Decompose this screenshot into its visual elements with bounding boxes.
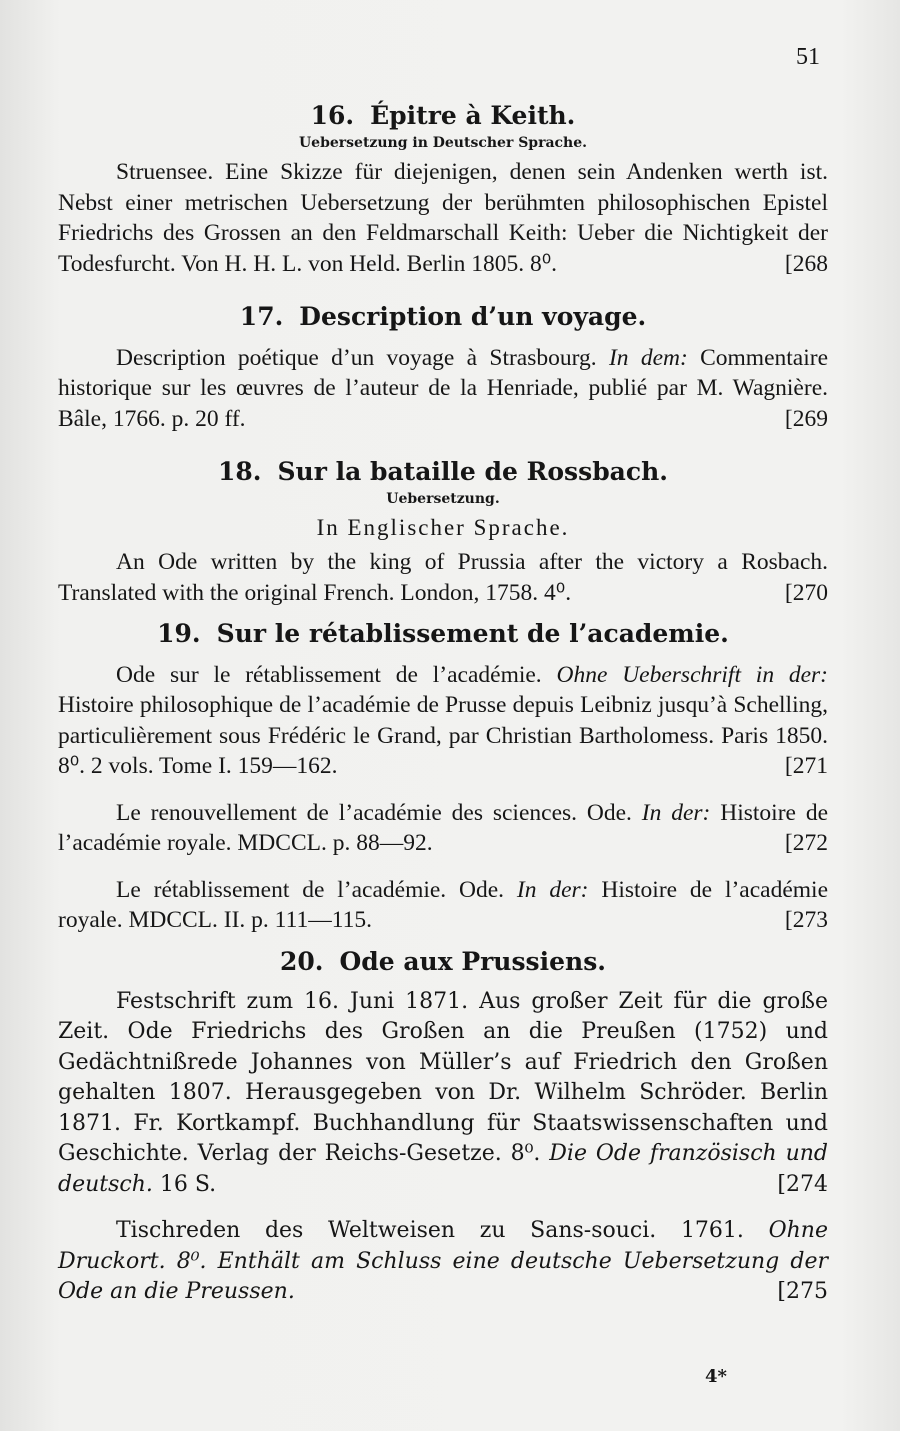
entry-text: Tischreden des Weltweisen zu Sans-souci. 1761.: [116, 1218, 744, 1244]
entry-reference: [272: [784, 830, 828, 856]
bibliography-entry-268: [58, 157, 828, 279]
bibliography-entry-273: [58, 875, 828, 936]
section-number: 19.: [157, 619, 201, 649]
section-subtitle: Uebersetzung in Deutscher Sprache.: [298, 135, 588, 152]
section-title: Sur la bataille de Rossbach.: [277, 457, 668, 486]
section-title: Ode aux Prussiens.: [339, 946, 606, 976]
entry-text: 16 S.: [159, 1171, 217, 1197]
entry-text: Struensee. Eine Skizze für diejenigen, denen sein Andenken werth ist. Nebst einer metrischen Uebersetzung der berühmten philosophischen Epistel Friedrichs des Grossen an den Feldmarschall Keith: Ueber die Nichtigkeit der Todesfurcht. Von H. H. L. von Held. Berlin 1805. 8⁰.: [58, 159, 828, 277]
entry-italic-note: In dem:: [608, 344, 688, 371]
entry-text: Festschrift zum 16. Juni 1871. Aus großer Zeit für die große Zeit. Ode Friedrichs des Großen an die Preußen (1752) und Gedächtnißrede Johannes von Müller’s auf Friedrich den Großen gehalten 1807. Herausgegeben von Dr. Wilhelm Schröder. Berlin 1871. Fr. Kortkampf. Buchhandlung für Staatswissenschaften und Geschichte. Verlag der Reichs-Gesetze. 8⁰.: [58, 988, 828, 1167]
entry-reference: [274: [777, 1171, 828, 1197]
entry-italic-note: Ohne Druckort. 8⁰. Enthält am Schluss eine deutsche Uebersetzung der Ode an die Preussen.: [58, 1218, 828, 1305]
entry-italic-note: In der:: [641, 799, 711, 826]
entry-italic-note: Ohne Ueberschrift in der:: [556, 661, 829, 688]
entry-reference: [273: [784, 907, 828, 933]
section-title: Sur le rétablissement de l’academie.: [216, 619, 729, 649]
section-heading-19: [58, 618, 828, 649]
section-subline: In Englischer Sprache.: [316, 515, 570, 541]
section-heading-18: [58, 456, 828, 487]
section-heading-20: [58, 946, 828, 977]
section-number: 20.: [279, 946, 324, 976]
entry-reference: [268: [784, 250, 828, 277]
entry-italic-note: Die Ode französisch und deutsch.: [58, 1141, 828, 1197]
page-number: 51: [796, 44, 820, 70]
section-heading-17: [58, 301, 828, 332]
printer-signature-mark: 4*: [705, 1366, 727, 1387]
section-heading-16: [58, 100, 828, 131]
page-content: [58, 100, 828, 1308]
entry-text: Commentaire historique sur les œuvres de l’auteur de la Henriade, publié par M. Wagnière. Bâle, 1766. p. 20 ff.: [58, 344, 829, 432]
entry-italic-note: In der:: [516, 876, 589, 903]
section-number: 16.: [310, 101, 355, 130]
entry-reference: [275: [777, 1279, 828, 1305]
section-subtitle: Uebersetzung.: [386, 491, 500, 508]
bibliography-entry-271: [58, 660, 828, 782]
entry-text: Histoire de l’académie royale. MDCCL. p. 88—92.: [58, 799, 829, 856]
section-title: Épitre à Keith.: [370, 101, 576, 130]
section-title: Description d’un voyage.: [299, 302, 647, 332]
bibliography-entry-274: [58, 987, 828, 1201]
entry-reference: [269: [784, 405, 828, 432]
section-number: 18.: [217, 457, 262, 486]
entry-text: Histoire philosophique de l’académie de Prusse depuis Leibniz jusqu’à Schelling, particulièrement sous Frédéric le Grand, par Christian Bartholomess. Paris 1850. 8⁰. 2 vols. Tome I. 159—162.: [58, 692, 828, 779]
section-number: 17.: [239, 302, 284, 332]
entry-text: Ode sur le rétablissement de l’académie.: [116, 661, 542, 688]
entry-text: Histoire de l’académie royale. MDCCL. II. p. 111—115.: [58, 876, 829, 933]
entry-text: Le rétablissement de l’académie. Ode.: [116, 876, 505, 903]
bibliography-entry-269: [58, 343, 828, 435]
entry-text: Le renouvellement de l’académie des sciences. Ode.: [116, 799, 632, 826]
entry-text: Description poétique d’un voyage à Strasbourg.: [116, 344, 597, 371]
bibliography-entry-272: [58, 798, 828, 859]
entry-reference: [271: [784, 753, 828, 779]
entry-reference: [270: [784, 579, 828, 606]
bibliography-entry-275: [58, 1216, 828, 1308]
bibliography-entry-270: [58, 547, 828, 608]
entry-text: An Ode written by the king of Prussia after the victory a Rosbach. Translated with the original French. London, 1758. 4⁰.: [58, 549, 828, 606]
